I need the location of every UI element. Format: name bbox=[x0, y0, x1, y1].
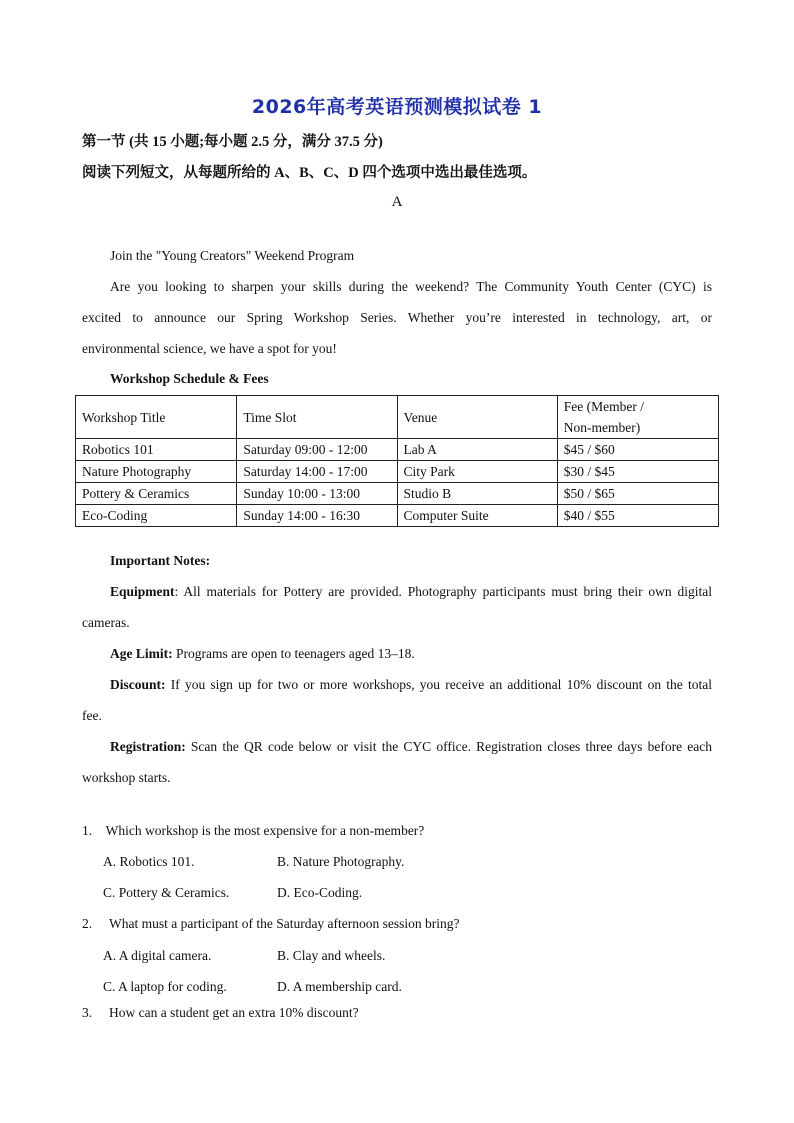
table-row bbox=[76, 505, 719, 527]
passage-intro-line-2: excited to announce our Spring Workshop Series. Whether you’re interested in technology, art, or bbox=[82, 310, 712, 325]
table-cell: City Park bbox=[397, 461, 557, 483]
workshop-schedule-table bbox=[75, 395, 719, 527]
note-registration-text: Scan the QR code below or visit the CYC office. Registration closes three days before each bbox=[185, 739, 712, 754]
note-age-text: Programs are open to teenagers aged 13–18. bbox=[172, 646, 415, 661]
section-header: 第一节 (共 15 小题;每小题 2.5 分，满分 37.5 分) bbox=[82, 134, 383, 150]
exam-title: 2026年高考英语预测模拟试卷 1 bbox=[251, 96, 543, 118]
table-cell: Sunday 14:00 - 16:30 bbox=[237, 505, 397, 527]
table-cell: Pottery & Ceramics bbox=[76, 483, 237, 505]
table-row bbox=[76, 461, 719, 483]
note-discount-line-1 bbox=[82, 669, 712, 700]
table-cell: Sunday 10:00 - 13:00 bbox=[237, 483, 397, 505]
table-cell: Robotics 101 bbox=[76, 439, 237, 461]
note-discount-line-2: fee. bbox=[82, 708, 102, 723]
fee-header-line-1: Fee (Member / bbox=[563, 399, 644, 414]
passage-heading: Join the "Young Creators" Weekend Program bbox=[110, 248, 355, 263]
table-cell: Lab A bbox=[397, 439, 557, 461]
question-number: 1. bbox=[82, 823, 93, 838]
table-cell: Nature Photography bbox=[76, 461, 237, 483]
table-caption: Workshop Schedule & Fees bbox=[110, 371, 269, 386]
table-cell: $45 / $60 bbox=[557, 439, 718, 461]
table-header-cell-fee bbox=[557, 396, 718, 439]
table-cell: $40 / $55 bbox=[557, 505, 718, 527]
question-1-option-b[interactable]: B. Nature Photography. bbox=[277, 854, 405, 869]
notes-title: Important Notes: bbox=[110, 553, 211, 568]
question-1 bbox=[82, 823, 424, 839]
table-cell: Saturday 14:00 - 17:00 bbox=[237, 461, 397, 483]
passage-intro-line-1: Are you looking to sharpen your skills during the weekend? The Community Youth Center (CYC) is bbox=[110, 279, 712, 294]
table-cell: $50 / $65 bbox=[557, 483, 718, 505]
note-equipment-line-1 bbox=[82, 576, 712, 607]
question-2 bbox=[82, 916, 460, 932]
table-cell: $30 / $45 bbox=[557, 461, 718, 483]
question-1-option-a[interactable]: A. Robotics 101. bbox=[103, 854, 195, 869]
question-3 bbox=[82, 1005, 359, 1021]
table-header-cell: Venue bbox=[397, 396, 557, 439]
question-2-option-c[interactable]: C. A laptop for coding. bbox=[103, 979, 227, 994]
table-cell: Saturday 09:00 - 12:00 bbox=[237, 439, 397, 461]
question-1-option-c[interactable]: C. Pottery & Ceramics. bbox=[103, 885, 230, 900]
table-header-cell: Time Slot bbox=[237, 396, 397, 439]
note-registration-line-1 bbox=[82, 731, 712, 762]
table-cell: Eco-Coding bbox=[76, 505, 237, 527]
table-row bbox=[76, 483, 719, 505]
table-cell: Computer Suite bbox=[397, 505, 557, 527]
table-header-row bbox=[76, 396, 719, 439]
question-2-option-b[interactable]: B. Clay and wheels. bbox=[277, 948, 386, 963]
note-registration-line-2: workshop starts. bbox=[82, 770, 171, 785]
passage-label: A bbox=[391, 194, 403, 210]
question-number: 3. bbox=[82, 1005, 93, 1020]
note-equipment-label: Equipment bbox=[110, 584, 175, 599]
question-text: Which workshop is the most expensive for a non-member? bbox=[105, 823, 425, 838]
note-equipment-text: : All materials for Pottery are provided. Photography participants must bring their own digital bbox=[174, 584, 712, 599]
table-header-cell: Workshop Title bbox=[76, 396, 237, 439]
fee-header-line-2: Non-member) bbox=[563, 420, 641, 435]
question-2-option-d[interactable]: D. A membership card. bbox=[277, 979, 402, 994]
note-discount-text: If you sign up for two or more workshops, you receive an additional 10% discount on the total bbox=[165, 677, 712, 692]
question-text: How can a student get an extra 10% discount? bbox=[109, 1005, 359, 1020]
question-text: What must a participant of the Saturday afternoon session bring? bbox=[109, 916, 460, 931]
table-cell: Studio B bbox=[397, 483, 557, 505]
important-notes bbox=[82, 545, 712, 793]
instructions: 阅读下列短文，从每题所给的 A、B、C、D 四个选项中选出最佳选项。 bbox=[82, 165, 537, 181]
note-age-label: Age Limit: bbox=[110, 646, 173, 661]
passage-body bbox=[82, 240, 712, 364]
question-1-option-d[interactable]: D. Eco-Coding. bbox=[277, 885, 363, 900]
note-equipment-line-2: cameras. bbox=[82, 615, 130, 630]
table-row bbox=[76, 439, 719, 461]
note-registration-label: Registration: bbox=[110, 739, 186, 754]
note-age-limit bbox=[82, 638, 712, 669]
question-2-option-a[interactable]: A. A digital camera. bbox=[103, 948, 212, 963]
question-number: 2. bbox=[82, 916, 93, 931]
passage-intro-line-3: environmental science, we have a spot for you! bbox=[82, 341, 337, 356]
note-discount-label: Discount: bbox=[110, 677, 166, 692]
